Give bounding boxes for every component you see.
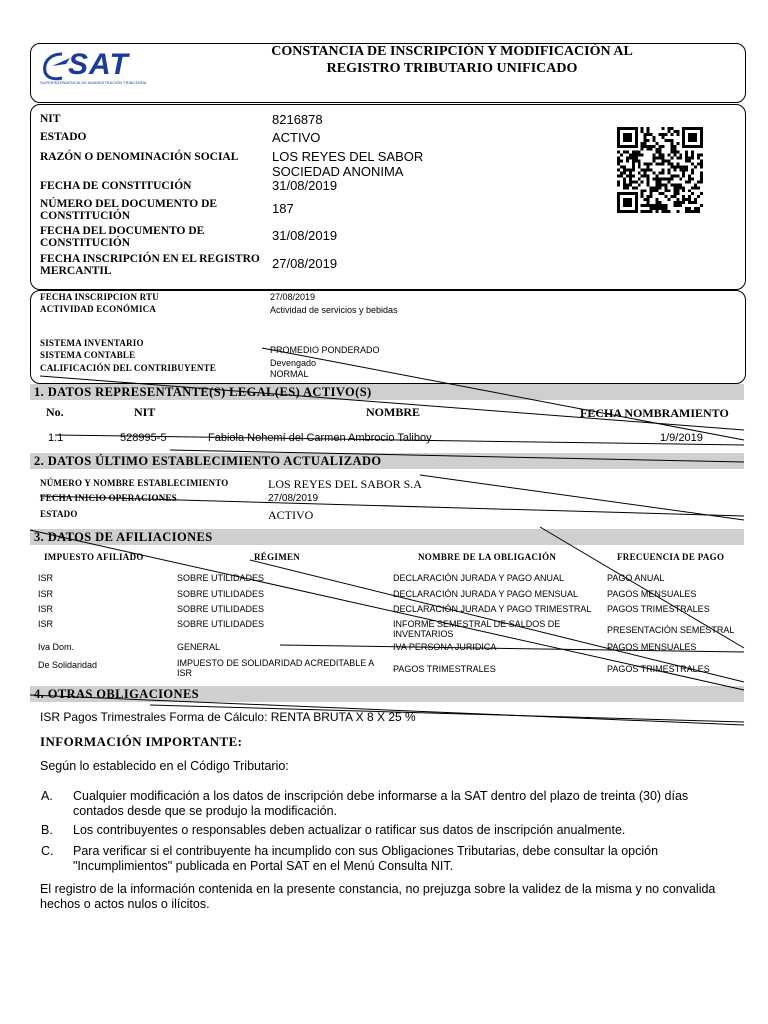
afil-regimen: IMPUESTO DE SOLIDARIDAD ACREDITABLE A ISR [177, 658, 374, 678]
afil-regimen: GENERAL [177, 642, 221, 652]
afil-frecuencia: PAGOS MENSUALES [607, 589, 697, 599]
nit-label: NIT [40, 113, 61, 125]
inventario-value: PROMEDIO PONDERADO [270, 345, 380, 355]
info-c-text: Para verificar si el contribuyente ha incumplido con sus Obligaciones Tributarias, debe consultar la opción "Incumplimientos" publicada en Portal SAT en el Menú Consulta NIT. [73, 844, 659, 873]
establecimiento-label: NÚMERO Y NOMBRE ESTABLECIMIENTO [40, 478, 229, 488]
afil-obligacion: INFORME SEMESTRAL DE SALDOS DE INVENTARIOS [393, 619, 561, 639]
rep-nombre: Fabiola Nohemí del Carmen Ambrocio Taliboy [208, 432, 432, 444]
rep-col-nombre: NOMBRE [366, 405, 420, 419]
nit-value: 8216878 [272, 112, 323, 127]
fecha-registro-label-1: FECHA INSCRIPCIÓN EN EL REGISTRO [40, 253, 260, 265]
afil-regimen: SOBRE UTILIDADES [177, 589, 265, 599]
actividad-label: ACTIVIDAD ECONÓMICA [40, 304, 157, 314]
fecha-registro-label-2: MERCANTIL [40, 265, 112, 277]
afil-col-frecuencia: FRECUENCIA DE PAGO [617, 552, 725, 562]
inicio-operaciones-value: 27/08/2019 [268, 493, 319, 504]
qr-code [617, 127, 703, 213]
establecimiento-estado-value: ACTIVO [268, 508, 314, 522]
section-2-header: 2. DATOS ÚLTIMO ESTABLECIMIENTO ACTUALIZADO [30, 453, 744, 469]
afil-impuesto: De Solidaridad [38, 660, 98, 670]
section-1-header: 1. DATOS REPRESENTANTE(S) LEGAL(ES) ACTIVO(S) [30, 384, 744, 400]
afil-col-impuesto: IMPUESTO AFILIADO [44, 552, 144, 562]
info-a-text: Cualquier modificación a los datos de inscripción debe informarse a la SAT dentro del plazo de treinta (30) días contados desde que se produjo la modificación. [73, 789, 689, 818]
title-line-1: CONSTANCIA DE INSCRIPCIÓN Y MODIFICACIÓN AL [271, 44, 633, 59]
sat-logo [40, 48, 165, 90]
afil-impuesto: ISR [38, 589, 54, 599]
afil-regimen: SOBRE UTILIDADES [177, 604, 265, 614]
inicio-operaciones-label: FECHA INICIO OPERACIONES [40, 493, 177, 503]
calificacion-label: CALIFICACIÓN DEL CONTRIBUYENTE [40, 363, 217, 373]
info-intro: Según lo establecido en el Código Tributario: [40, 759, 289, 773]
fecha-rtu-value: 27/08/2019 [270, 292, 316, 302]
otras-obligaciones-line: ISR Pagos Trimestrales Forma de Cálculo: RENTA BRUTA X 8 X 25 % [40, 710, 416, 724]
afil-impuesto: ISR [38, 619, 54, 629]
fecha-rtu-label: FECHA INSCRIPCION RTU [40, 292, 159, 302]
info-heading: INFORMACIÓN IMPORTANTE: [40, 734, 243, 749]
fecha-registro-value: 27/08/2019 [272, 256, 338, 271]
logo-subtext: SUPERINTENDENCIA DE ADMINISTRACIÓN TRIBUTARIA [40, 81, 147, 85]
calificacion-value: NORMAL [270, 369, 309, 379]
num-doc-value: 187 [272, 201, 294, 216]
section-4-header: 4. OTRAS OBLIGACIONES [30, 686, 744, 702]
afil-obligacion: PAGOS TRIMESTRALES [393, 664, 496, 674]
establecimiento-estado-label: ESTADO [40, 509, 78, 519]
num-doc-label-1: NÚMERO DEL DOCUMENTO DE [40, 198, 218, 210]
info-b-text: Los contribuyentes o responsables deben actualizar o ratificar sus datos de inscripción anualmente. [73, 823, 626, 837]
scan-stroke [420, 475, 744, 520]
num-doc-label-2: CONSTITUCIÓN [40, 210, 131, 222]
rep-col-nit: NIT [134, 405, 156, 419]
afil-obligacion: DECLARACIÓN JURADA Y PAGO ANUAL [393, 573, 565, 583]
afil-obligacion: DECLARACIÓN JURADA Y PAGO TRIMESTRAL [393, 604, 592, 614]
afil-frecuencia: PAGOS TRIMESTRALES [607, 604, 710, 614]
afil-frecuencia: PRESENTACIÓN SEMESTRAL [607, 625, 735, 635]
afil-impuesto: ISR [38, 604, 54, 614]
rep-col-no: No. [46, 405, 64, 419]
info-a-letter: A. [41, 789, 53, 803]
contable-label: SISTEMA CONTABLE [40, 350, 136, 360]
rep-no: 1.1 [48, 432, 64, 444]
fecha-constitucion-label: FECHA DE CONSTITUCIÓN [40, 180, 192, 192]
title-line-2: REGISTRO TRIBUTARIO UNIFICADO [326, 61, 578, 76]
afil-impuesto: ISR [38, 573, 54, 583]
afil-frecuencia: PAGO ANUAL [607, 573, 665, 583]
info-closing: El registro de la información contenida en la presente constancia, no prejuzga sobre la validez de la misma y no convalida hechos o actos nulos o ilícitos. [40, 882, 716, 911]
afil-regimen: SOBRE UTILIDADES [177, 619, 265, 629]
inventario-label: SISTEMA INVENTARIO [40, 338, 144, 348]
fecha-doc-label-2: CONSTITUCIÓN [40, 237, 131, 249]
info-b-letter: B. [41, 823, 53, 837]
estado-value: ACTIVO [272, 130, 321, 145]
razon-value-1: LOS REYES DEL SABOR [272, 149, 424, 164]
info-c-letter: C. [41, 844, 54, 858]
contable-value: Devengado [270, 358, 317, 368]
afil-frecuencia: PAGOS MENSUALES [607, 642, 697, 652]
establecimiento-value: LOS REYES DEL SABOR S.A [268, 477, 422, 491]
afil-regimen: SOBRE UTILIDADES [177, 573, 265, 583]
fecha-doc-label-1: FECHA DEL DOCUMENTO DE [40, 225, 205, 237]
afil-obligacion: DECLARACIÓN JURADA Y PAGO MENSUAL [393, 589, 579, 599]
afil-impuesto: Iva Dom. [38, 642, 75, 652]
estado-label: ESTADO [40, 131, 87, 143]
rep-nit: 528995-5 [120, 432, 167, 444]
afil-col-regimen: RÉGIMEN [254, 552, 301, 562]
rep-col-fecha: FECHA NOMBRAMIENTO [580, 406, 729, 420]
fecha-constitucion-value: 31/08/2019 [272, 178, 338, 193]
razon-label: RAZÓN O DENOMINACIÓN SOCIAL [40, 151, 239, 163]
afil-frecuencia: PAGOS TRIMESTRALES [607, 664, 710, 674]
actividad-value: Actividad de servicios y bebidas [270, 305, 398, 315]
logo-text: SAT [68, 48, 129, 81]
section-3-header: 3. DATOS DE AFILIACIONES [30, 529, 744, 545]
afil-obligacion: IVA PERSONA JURIDICA [393, 642, 497, 652]
razon-value-2: SOCIEDAD ANONIMA [272, 164, 404, 179]
rep-fecha: 1/9/2019 [660, 432, 703, 444]
fecha-doc-value: 31/08/2019 [272, 228, 338, 243]
afil-col-obligacion: NOMBRE DE LA OBLIGACIÓN [418, 552, 557, 562]
